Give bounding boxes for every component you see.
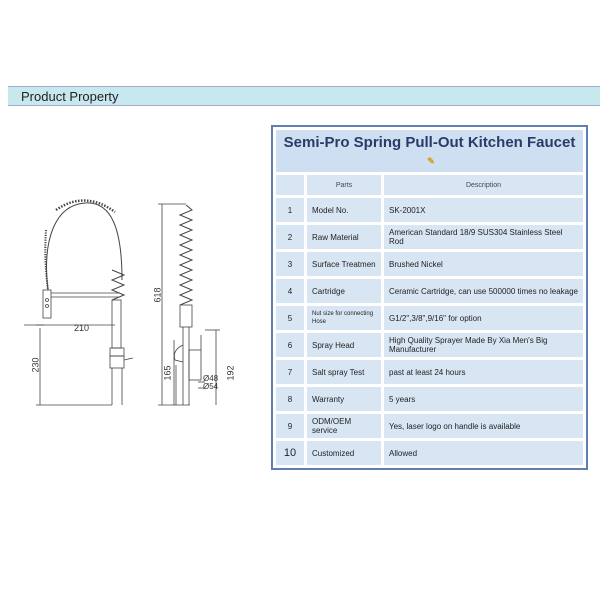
table-row: [276, 333, 583, 357]
header-description: Description: [384, 175, 583, 195]
row-num: 6: [276, 333, 304, 357]
row-num: 5: [276, 306, 304, 330]
row-num: 1: [276, 198, 304, 222]
spec-table: [271, 125, 588, 470]
row-desc: G1/2",3/8",9/16" for option: [384, 306, 583, 330]
row-part: Salt spray Test: [307, 360, 381, 384]
spec-table-title: Semi-Pro Spring Pull-Out Kitchen Faucet: [283, 134, 576, 151]
row-part: Cartridge: [307, 279, 381, 303]
spec-table-wrapper: [271, 125, 588, 470]
dim-dia-top-label: Ø48: [203, 374, 219, 383]
header-num: [276, 175, 304, 195]
table-row: [276, 306, 583, 330]
row-part: Raw Material: [307, 225, 381, 249]
row-desc: High Quality Sprayer Made By Xia Men's Big Manufacturer: [384, 333, 583, 357]
row-num: 2: [276, 225, 304, 249]
section-header: [8, 86, 600, 106]
faucet-drawing: [0, 190, 260, 420]
row-part: Warranty: [307, 387, 381, 411]
dim-reach-label: 210: [74, 323, 90, 333]
section-title: Product Property: [21, 89, 119, 104]
row-desc: Yes, laser logo on handle is available: [384, 414, 583, 438]
row-desc: Allowed: [384, 441, 583, 465]
table-row: [276, 414, 583, 438]
row-num: 10: [276, 441, 304, 465]
table-row: [276, 225, 583, 249]
row-part: Customized: [307, 441, 381, 465]
row-num: 9: [276, 414, 304, 438]
row-num: 3: [276, 252, 304, 276]
row-part: Nut size for connecting Hose: [307, 306, 381, 330]
spec-table-title-cell: [276, 130, 583, 172]
dim-body-height-label: 165: [162, 365, 173, 381]
row-desc: American Standard 18/9 SUS304 Stainless Steel Rod: [384, 225, 583, 249]
dim-spout-height-label: 230: [30, 357, 41, 373]
header-parts: Parts: [307, 175, 381, 195]
row-num: 7: [276, 360, 304, 384]
row-desc: 5 years: [384, 387, 583, 411]
pencil-icon: ✎: [427, 156, 435, 166]
row-num: 8: [276, 387, 304, 411]
table-row: [276, 360, 583, 384]
row-num: 4: [276, 279, 304, 303]
table-row: [276, 387, 583, 411]
table-row: [276, 252, 583, 276]
row-part: ODM/OEM service: [307, 414, 381, 438]
row-part: Surface Treatmen: [307, 252, 381, 276]
table-row: [276, 441, 583, 465]
row-desc: Ceramic Cartridge, can use 500000 times no leakage: [384, 279, 583, 303]
row-desc: Brushed Nickel: [384, 252, 583, 276]
table-row: [276, 198, 583, 222]
row-desc: past at least 24 hours: [384, 360, 583, 384]
row-part: Spray Head: [307, 333, 381, 357]
row-desc: SK-2001X: [384, 198, 583, 222]
table-header-row: [276, 175, 583, 195]
dim-side-height-label: 192: [225, 365, 236, 381]
table-row: [276, 279, 583, 303]
dim-dia-base-label: Ø54: [203, 382, 219, 391]
dim-total-height-label: 618: [152, 287, 163, 303]
row-part: Model No.: [307, 198, 381, 222]
